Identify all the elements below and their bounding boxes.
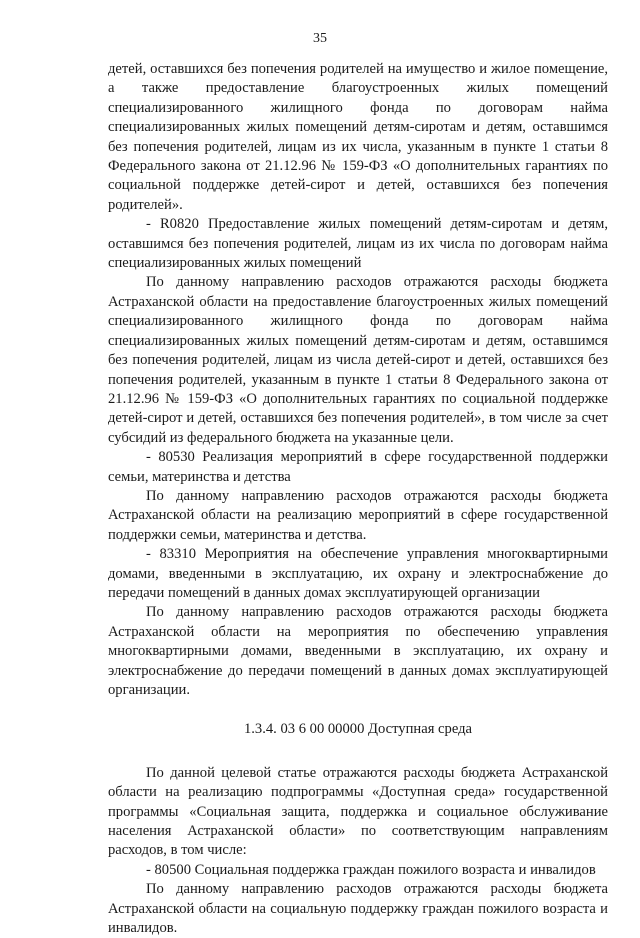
paragraph-80500-description: По данному направлению расходов отражаются расходы бюджета Астраханской области на социальную поддержку граждан пожилого возраста и инвалидов. — [108, 881, 608, 937]
page-number: 35 — [313, 31, 327, 46]
section-heading: 1.3.4. 03 6 00 00000 Доступная среда — [243, 721, 473, 738]
paragraph-r0820-description: По данному направлению расходов отражаются расходы бюджета Астраханской области на предоставление благоустроенных жилых помещений специализированного жилищного фонда по договорам найма специализированных жилых помещений детям-сиротам и детям, оставшимся без попечения родителей, лицам из числа детей-сирот и детей, оставшихся без попечения родителей, указанным в пункте 1 статьи 8 Федерального закона от 21.12.96 № 159-ФЗ «О дополнительных гарантиях по социальной поддержке детей-сирот и детей, оставшихся без попечения родителей», в том числе за счет субсидий из федерального бюджета на указанные цели. — [108, 274, 608, 446]
list-item-80530: - 80530 Реализация мероприятий в сфере государственной поддержки семьи, материнства и детства — [108, 449, 608, 485]
document-body — [108, 60, 608, 938]
list-item-83310: - 83310 Мероприятия на обеспечение управления многоквартирными домами, введенными в эксплуатацию, их охрану и электроснабжение до передачи помещений в данных домах эксплуатирующей организации — [108, 546, 608, 601]
paragraph-section-intro: По данной целевой статье отражаются расходы бюджета Астраханской области на реализацию подпрограммы «Доступная среда» государственной программы «Социальная защита, поддержка и социальное обслуживание населения Астраханской области» по соответствующим направлениям расходов, в том числе: — [108, 764, 608, 859]
paragraph-83310-description: По данному направлению расходов отражаются расходы бюджета Астраханской области на мероприятия по обеспечению управления многоквартирными домами, введенными в эксплуатацию, их охрану и электроснабжение до передачи помещений в данных домах эксплуатирующей организации. — [108, 604, 608, 698]
list-item-80500: - 80500 Социальная поддержка граждан пожилого возраста и инвалидов — [146, 861, 596, 878]
list-item-r0820: - R0820 Предоставление жилых помещений детям-сиротам и детям, оставшимся без попечения родителей, лицам из их числа по договорам найма специализированных жилых помещений — [108, 216, 608, 272]
paragraph-continuation: детей, оставшихся без попечения родителей на имущество и жилое помещение, а также предоставление благоустроенных жилых помещений специализированного жилищного фонда по договорам найма специализированных жилых помещений детям-сиротам и детям, оставшимся без попечения родителей, лицам из их числа, указанным в пункте 1 статьи 8 Федерального закона от 21.12.96 № 159-ФЗ «О дополнительных гарантиях по социальной поддержке детей-сирот и детей, оставшихся без попечения родителей». — [108, 61, 608, 213]
paragraph-80530-description: По данному направлению расходов отражаются расходы бюджета Астраханской области на реализацию мероприятий в сфере государственной поддержки семьи, материнства и детства. — [108, 487, 608, 543]
